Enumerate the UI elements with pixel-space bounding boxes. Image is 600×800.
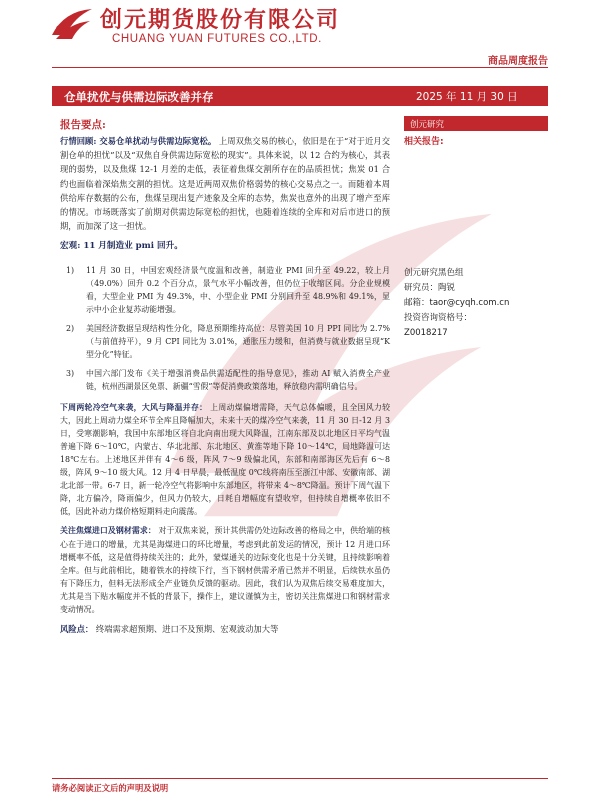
company-name-cn: 创元期货股份有限公司	[100, 8, 341, 33]
researcher-name: 研究员：陶锐	[404, 283, 456, 293]
report-body	[60, 116, 390, 642]
researcher-email[interactable]: 邮箱：taor@cyqh.com.cn	[404, 298, 510, 308]
footer-disclaimer: 请务必阅读正文后的声明及说明	[52, 783, 169, 793]
weather-lead: 下周两轮冷空气来袭，大风与降温并存：	[60, 402, 208, 412]
header-divider	[52, 67, 548, 68]
risk-lead: 风险点：	[60, 624, 94, 635]
list-item-number: 3)	[66, 368, 75, 378]
related-reports-label: 相关报告:	[404, 137, 444, 147]
supply-demand-lead: 关注焦煤进口及钢材需求：	[60, 526, 156, 536]
supply-demand-paragraph	[60, 524, 390, 616]
sidebar	[404, 116, 548, 338]
summary-heading: 报告要点:	[60, 119, 106, 131]
weather-text: 上周动煤偏增需降，天气总体偏暖，且全国风力较大，因此上周动力煤全环节全库且降幅加大，未来十天的煤冷空气来袭，11 月 30 日-12 月 3 日，受寒潮影响，我国中东部地区将自北向南出现大风降温，江南东部及以北地区日平均气温普遍下降 6～10℃，内蒙古、华北北部、东北地区、黄淮等地下降 10～14℃，局地降温可达 18℃左右。上述地区并伴有 4～6 级，阵风 7～9 级偏北风，东部和南部海区先后有 6～8 级，阵风 9～10 级大风。12 月 4 日早晨，最低温度 0℃线将南压至浙江中部、安徽南部、湖北北部一带。6-7 日，新一轮冷空气将影响中东部地区，将带来 4～8℃降温。预计下周气温下降，北方偏冷，降雨偏少，但风力仍较大，日耗自增幅度有望收窄，但持续自增概率依旧不低，因此补动力煤价格短期料走向震荡。	[60, 402, 390, 517]
list-item-number: 1)	[66, 265, 75, 275]
market-review-paragraph	[60, 134, 390, 233]
license-number: Z0018217	[404, 328, 448, 338]
analyst-info	[404, 266, 509, 341]
license-label: 投资咨询资格号：	[404, 313, 473, 323]
supply-demand-text: 对于双焦来说，预计其供需仍处边际改善的格局之中，供给端的核心在于进口的增量，尤其是海煤进口的环比增量，考虑到此前发运的情况，预计 12 月进口环增概率不低，这是值得持续关注的；此外，蒙煤通关的边际变化也是十分关键，且持续影响着全库。但与此前相比，随着铁水的持续下行，当下钢材供需矛盾已然并不明显，后续铁水虽仍有下降压力，但料无法形成全产业链负反馈的驱动。因此，我们认为双焦后续交易难度加大，尤其是当下贴水幅度并不低的背景下，操作上，建议谨慎为主，密切关注焦煤进口和钢材需求变动情况。	[60, 526, 390, 615]
risk-paragraph	[60, 622, 390, 636]
company-logo-icon	[50, 5, 94, 43]
weather-paragraph	[60, 401, 390, 519]
macro-heading: 宏观: 11 月制造业 pmi 回升。	[60, 241, 183, 252]
list-item	[60, 322, 390, 361]
title-banner	[52, 86, 548, 106]
list-item	[60, 367, 390, 393]
report-type: 商品周度报告	[488, 56, 548, 67]
list-item-text: 美国经济数据呈现结构性分化，降息预期维持高位：尽管美国 10 月 PPI 同比为 2.7%（与前值持平），9 月 CPI 同比为 3.01%，通胀压力缓和，但消费与就业数据呈现“K 型分化”特征。	[86, 323, 390, 359]
research-group: 创元研究黑色组	[404, 268, 464, 278]
research-label-bar: 创元研究	[404, 116, 548, 131]
footer-divider	[52, 778, 548, 779]
risk-text: 终端需求超预期、进口不及预期、宏观波动加大等	[95, 624, 279, 635]
list-item-text: 中国六部门发布《关于增强消费品供需适配性的指导意见》，推动 AI 赋入消费全产业链，杭州西湖景区免票、新疆“雪假”等促消费政策落地，释放稳内需明确信号。	[86, 368, 390, 391]
page-header	[0, 0, 600, 70]
report-title: 仓单扰优与供需边际改善并存	[64, 90, 214, 104]
list-item	[60, 264, 390, 316]
report-date: 2025 年 11 月 30 日	[416, 91, 518, 103]
macro-list	[60, 264, 390, 393]
list-item-text: 11 月 30 日，中国宏观经济景气度温和改善，制造业 PMI 回升至 49.22，较上月（49.0%）回升 0.2 个百分点，景气水平小幅改善，但仍位于收缩区间。分企业规模看，大型企业 PMI 为 49.3%，中、小型企业 PMI 分别回升至 48.9%和 49.1%，显示中小企业复苏动能增强。	[86, 265, 390, 314]
company-name-en: CHUANG YUAN FUTURES CO.,LTD.	[112, 33, 322, 45]
list-item-number: 2)	[66, 323, 75, 333]
market-review-lead: 行情回顾: 交易仓单扰动与供需边际宽松。	[60, 136, 217, 146]
market-review-text: 上周双焦交易的核心，依旧是在于“对于近月交割仓单的担忧”以及“双焦自身供需边际宽松的现实”。具体来说，以 12 合约为核心，其表现的弱势，以及焦煤 12-1 月差的走低，表征着焦煤交割所存在的品质担忧；焦炭 01 合约也面临着深焰焦交割的担忧。这是近两周双焦价格弱势的核心交易点之一。而随着本周供给库存数据的公布，焦煤呈现出复产迹象及全库的态势，焦炭也意外的出现了增产至库的情况。市场既落实了前期对供需边际宽松的担忧，也随着连续的全库和对后市进口的预期，而加深了这一担忧。	[60, 136, 390, 232]
